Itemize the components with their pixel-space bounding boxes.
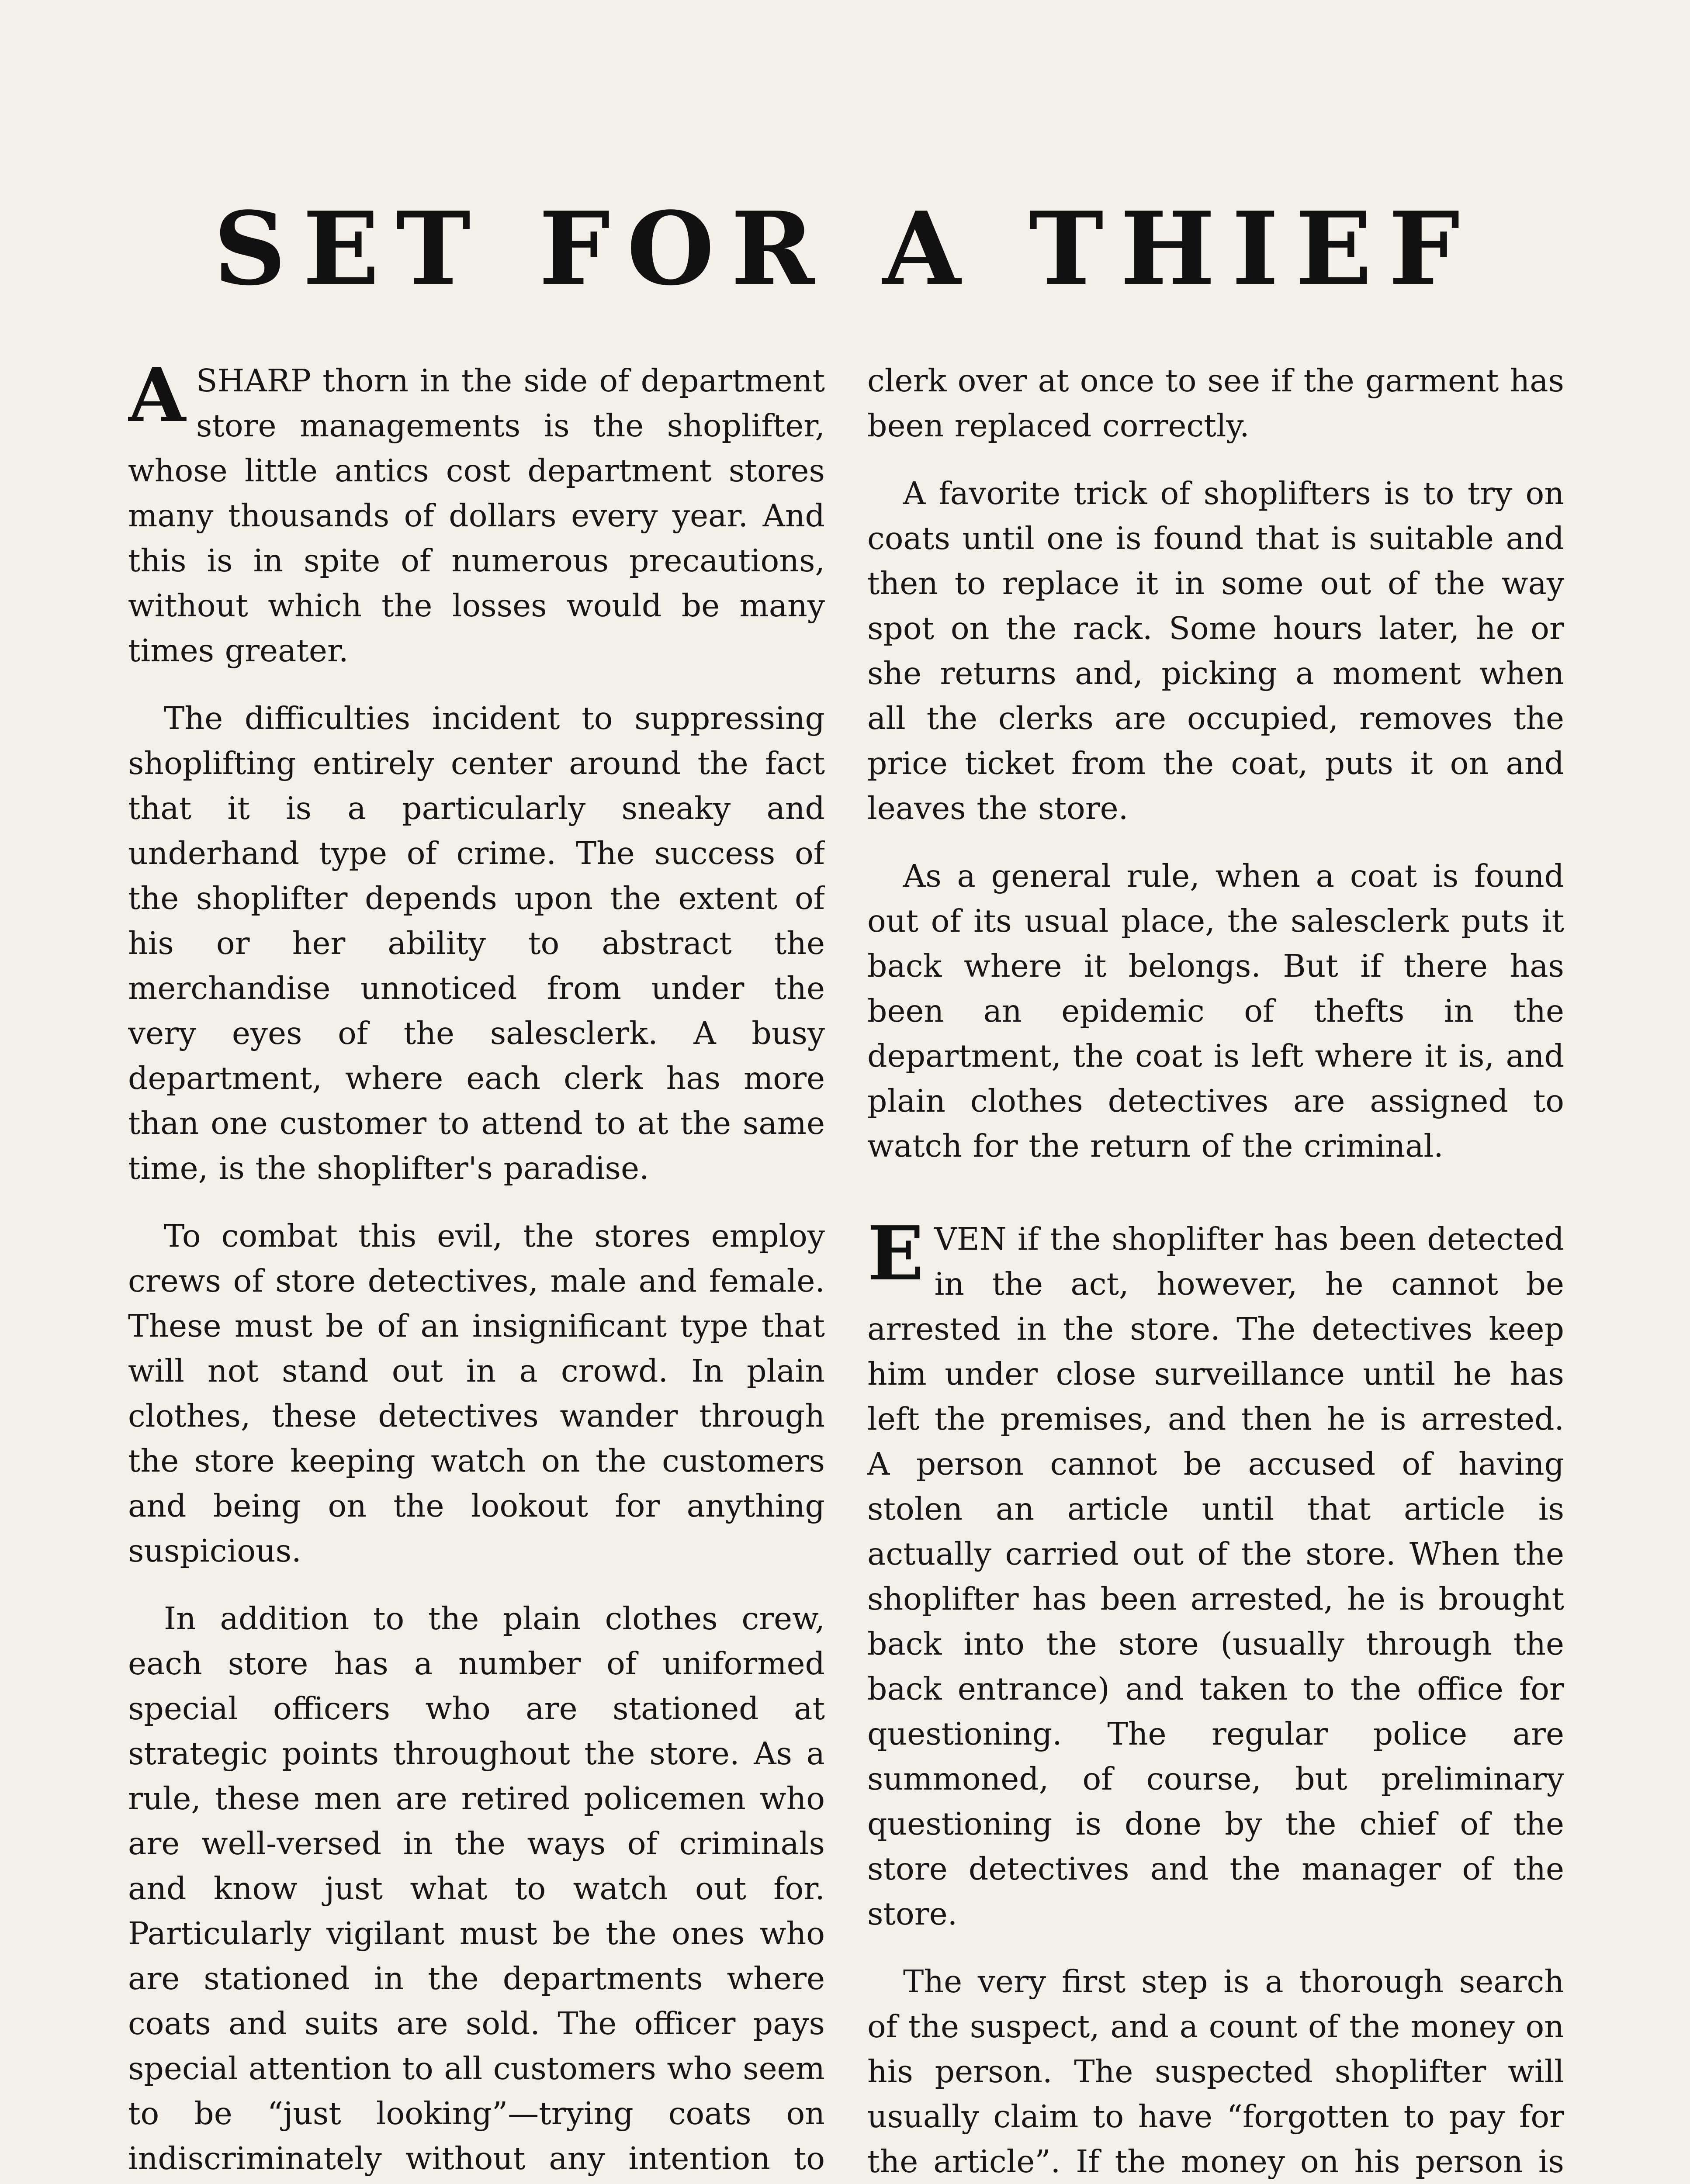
article-title: SET FOR A THIEF (213, 190, 1477, 308)
paragraph-intro-text: SHARP thorn in the side of department store managements is the shoplifter, whose little antics cost department stores many thousands of dollars every year. And this is in spite of numerous precautions, without which the losses would be many times greater. (128, 363, 825, 669)
paragraph-general-rule: As a general rule, when a coat is found out of its usual place, the salesclerk puts it back where it belongs. But if there has been an epidemic of thefts in the department, the coat is left where it is, and plain clothes detectives are assigned to watch for the return of the criminal. (867, 858, 1564, 1164)
paragraph-arrest-text: VEN if the shoplifter has been detected in the act, however, he cannot be arrested in the store. The detectives keep him under close surveillance until he has left the premises, and then he is arrested. A person cannot be accused of having stolen an article until that article is actually carried out of the store. When the shoplifter has been arrested, he is brought back into the store (usually through the back entrance) and taken to the office for questioning. The regular police are summoned, of course, but preliminary questioning is done by the chief of the store detectives and the manager of the store. (867, 1221, 1564, 1932)
paragraph-detectives: To combat this evil, the stores employ crews of store detectives, male and female. These must be of an insignificant type that will not stand out in a crowd. In plain clothes, these detectives wander through the store keeping watch on the customers and being on the lookout for anything suspicious. (128, 1218, 825, 1569)
left-column (128, 358, 825, 2184)
right-column (867, 358, 1564, 2184)
paragraph-favorite-trick: A favorite trick of shoplifters is to try on coats until one is found that is suitable and then to replace it in some out of the way spot on the rack. Some hours later, he or she returns and, picking a moment when all the clerks are occupied, removes the price ticket from the coat, puts it on and leaves the store. (867, 475, 1564, 826)
paragraph-special-officers: In addition to the plain clothes crew, each store has a number of uniformed special officers who are stationed at strategic points throughout the store. As a rule, these men are retired policemen who are well-versed in the ways of criminals and know just what to watch out for. Particularly vigilant must be the ones who are stationed in the departments where coats and suits are sold. The officer pays special attention to all customers who seem to be “just looking”—trying coats on indiscriminately without any intention to (128, 1600, 825, 2177)
paragraph-difficulties: The difficulties incident to suppressing shoplifting entirely center around the fact that it is a particularly sneaky and underhand type of crime. The success of the shoplifter depends upon the extent of his or her ability to abstract the merchandise unnoticed from under the very eyes of the salesclerk. A busy department, where each clerk has more than one customer to attend to at the same time, is the shoplifter's paradise. (128, 700, 825, 1186)
paragraph-intro (128, 358, 825, 673)
paragraph-search: The very first step is a thorough search of the suspect, and a count of the money on his person. The suspected shoplifter will usually claim to have “forgotten to pay for the article”. If the money on his person is (867, 1963, 1564, 2180)
paragraph-arrest (867, 1210, 1564, 1936)
paragraph-continued: clerk over at once to see if the garment has been replaced correctly. (867, 363, 1564, 444)
drop-cap-e: E (867, 1210, 924, 1297)
drop-cap-a: A (128, 358, 186, 439)
